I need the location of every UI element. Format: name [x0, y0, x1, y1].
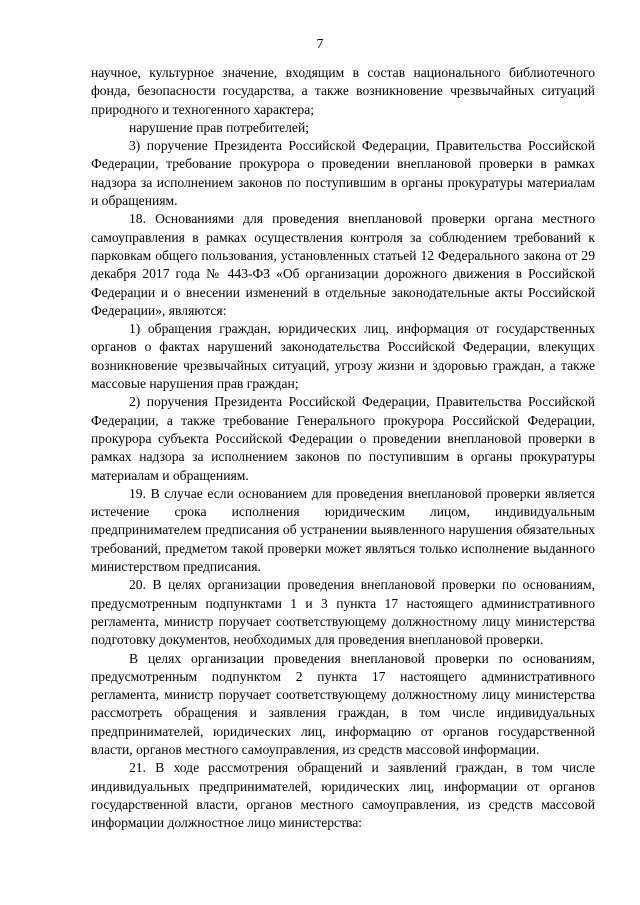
page-number: 7 — [316, 36, 324, 51]
paragraph: 1) обращения граждан, юридических лиц, информация от государственных органов о фактах нарушений законодательства Российской Федерации, влекущих возникновение чрезвычайных ситуаций, угрозу жизни и здоровью граждан, а также массовые нарушения прав граждан; — [91, 321, 595, 392]
paragraph: 2) поручения Президента Российской Федерации, Правительства Российской Федерации, а также требование Генерального прокурора Российской Федерации, прокурора субъекта Российской Федерации о проведении внеплановой проверки в рамках надзора за исполнением законов по поступившим в органы прокуратуры материалам и обращениям. — [91, 394, 595, 483]
paragraph: нарушение прав потребителей; — [129, 119, 309, 135]
paragraph-continuation: научное, культурное значение, входящим в состав национального библиотечного фонда, безопасности государства, а также возникновение чрезвычайных ситуаций природного и техногенного характера; — [91, 65, 595, 117]
paragraph: 3) поручение Президента Российской Федерации, Правительства Российской Федерации, требование прокурора о проведении внеплановой проверки в рамках надзора за исполнением законов по поступившим в органы прокуратуры материалам и обращениям. — [91, 138, 595, 209]
paragraph: 21. В ходе рассмотрения обращений и заявлений граждан, в том числе индивидуальных предпринимателей, юридических лиц, информации от органов государственной власти, органов местного самоуправления, из средств массовой информации должностное лицо министерства: — [91, 760, 595, 831]
paragraph: 20. В целях организации проведения внеплановой проверки по основаниям, предусмотренным подпунктами 1 и 3 пункта 17 настоящего административного регламента, министр поручает соответствующему должностному лицу министерства подготовку документов, необходимых для проведения внеплановой проверки. — [91, 577, 595, 648]
paragraph: 19. В случае если основанием для проведения внеплановой проверки является истечение срока исполнения юридическим лицом, индивидуальным предпринимателем предписания об устранении выявленного нарушения обязательных требований, предметом такой проверки может являться только исполнение выданного министерством предписания. — [91, 485, 595, 575]
paragraph: В целях организации проведения внеплановой проверки по основаниям, предусмотренным подпунктом 2 пункта 17 настоящего административного регламента, министр поручает соответствующему должностному лицу министерства рассмотреть обращения и заявления граждан, в том числе индивидуальных предпринимателей, юридических лиц, информацию от органов государственной власти, органов местного самоуправления, из средств массовой информации. — [91, 650, 595, 757]
paragraph: 18. Основаниями для проведения внеплановой проверки органа местного самоуправления в рамках осуществления контроля за соблюдением требований к парковкам общего пользования, установленных статьей 12 Федерального закона от 29 декабря 2017 года № 443-ФЗ «Об организации дорожного движения в Российской Федерации и о внесении изменений в отдельные законодательные акты Российской Федерации», являются: — [91, 211, 595, 318]
document-body — [91, 64, 595, 832]
